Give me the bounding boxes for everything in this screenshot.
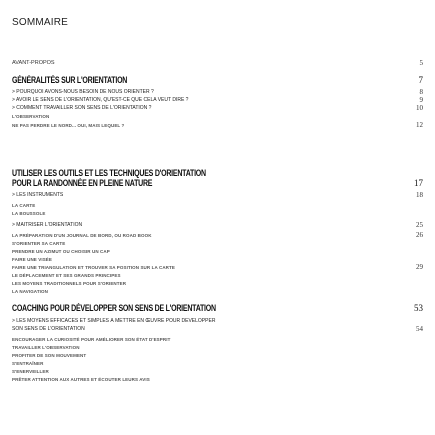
toc-page-number: 10 bbox=[416, 104, 423, 112]
toc-entry-label: FAIRE UNE VISÉE bbox=[12, 256, 53, 262]
toc-entry-label: > AVOIR LE SENS DE L'ORIENTATION, QU'EST-CE QUE CELA VEUT DIRE ? bbox=[12, 97, 189, 103]
toc-entry-label: AVANT-PROPOS bbox=[12, 60, 55, 66]
toc-page-number: 54 bbox=[416, 325, 423, 333]
toc-entry-label: > LES INSTRUMENTS bbox=[12, 192, 64, 198]
toc-page-number: 9 bbox=[419, 96, 423, 104]
toc-entry-label: POUR LA RANDONNÉE EN PLEINE NATURE bbox=[12, 178, 153, 188]
toc-entry-caps bbox=[12, 286, 423, 296]
toc-entry-chapter bbox=[12, 168, 423, 178]
toc-entry-label: ENCOURAGER LA CURIOSITÉ POUR AMÉLIORER SON ÉTAT D'ESPRIT bbox=[12, 336, 171, 342]
toc-entry-label: LA CARTE bbox=[12, 202, 36, 208]
toc-entry-intro bbox=[12, 58, 423, 68]
toc-entry-label: GÉNÉRALITÉS SUR L'ORIENTATION bbox=[12, 75, 128, 85]
toc-page-number: 7 bbox=[418, 75, 423, 85]
toc-page-number: 8 bbox=[419, 88, 423, 96]
toc-entry-label: UTILISER LES OUTILS ET LES TECHNIQUES D'ORIENTATION bbox=[12, 168, 206, 178]
toc-entry-label: PRÊTER ATTENTION AUX AUTRES ET ÉCOUTER LEURS AVIS bbox=[12, 376, 150, 382]
toc-entry-label: PRENDRE UN AZIMUT OU CHOISIR UN CAP bbox=[12, 248, 110, 254]
toc-entry-label: SON SENS DE L'ORIENTATION bbox=[12, 326, 85, 332]
toc-entry-chapter bbox=[12, 178, 423, 188]
toc-entry-label: L'OBSERVATION bbox=[12, 113, 50, 119]
toc-page-number: 25 bbox=[416, 221, 423, 229]
toc-page-number: 53 bbox=[414, 303, 423, 313]
toc-entry-caps bbox=[12, 120, 423, 130]
toc-entry-label: > MAÎTRISER L'ORIENTATION bbox=[12, 222, 83, 228]
toc-entry-label: NE PAS PERDRE LE NORD... OUI, MAIS LEQUEL ? bbox=[12, 122, 125, 128]
toc-entry-sub bbox=[12, 220, 423, 230]
toc-entry-label: PROFITER DE SON MOUVEMENT bbox=[12, 352, 87, 358]
toc-entry-label: S'ENTRAÎNER bbox=[12, 360, 44, 366]
toc-entry-caps bbox=[12, 208, 423, 218]
toc-page-number: 26 bbox=[416, 231, 423, 239]
toc-page-number: 17 bbox=[414, 178, 423, 188]
toc-entry-chapter bbox=[12, 75, 423, 85]
toc-page-number: 5 bbox=[419, 59, 423, 67]
toc-entry-label: > LES MOYENS EFFICACES ET SIMPLES À METTRE EN ŒUVRE POUR DÉVELOPPER bbox=[12, 318, 216, 324]
toc-entry-label: LA NAVIGATION bbox=[12, 288, 48, 294]
toc-entry-label: FAIRE UNE TRIANGULATION ET TROUVER SA POSITION SUR LA CARTE bbox=[12, 264, 175, 270]
toc-entry-label: > COMMENT TRAVAILLER SON SENS DE L'ORIENTATION ? bbox=[12, 105, 152, 111]
toc-entry-caps bbox=[12, 374, 423, 384]
toc-entry-chapter bbox=[12, 303, 423, 313]
toc-page-number: 18 bbox=[416, 191, 423, 199]
toc-entry-label: > POURQUOI AVONS-NOUS BESOIN DE NOUS ORIENTER ? bbox=[12, 89, 154, 95]
toc-entry-label: LE DÉPLACEMENT ET SES GRANDS PRINCIPES bbox=[12, 272, 121, 278]
toc-entry-label: TRAVAILLER L'OBSERVATION bbox=[12, 344, 80, 350]
toc-page-number: 12 bbox=[416, 121, 423, 129]
toc-entry-sub bbox=[12, 324, 423, 334]
toc-entry-label: LA PRÉPARATION D'UN JOURNAL DE BORD, OU ROAD BOOK bbox=[12, 232, 152, 238]
toc-page-number: 29 bbox=[416, 263, 423, 271]
toc-entry-label: COACHING POUR DÉVELOPPER SON SENS DE L'ORIENTATION bbox=[12, 303, 216, 313]
toc-entry-label: S'ENERVEILLER bbox=[12, 368, 49, 374]
toc-entry-label: LES MOYENS TRADITIONNELS POUR S'ORIENTER bbox=[12, 280, 127, 286]
page-title: SOMMAIRE bbox=[12, 17, 69, 28]
toc-entry-sub bbox=[12, 190, 423, 200]
toc-entry-label: LA BOUSSOLE bbox=[12, 210, 46, 216]
toc-entry-label: S'ORIENTER SA CARTE bbox=[12, 240, 66, 246]
